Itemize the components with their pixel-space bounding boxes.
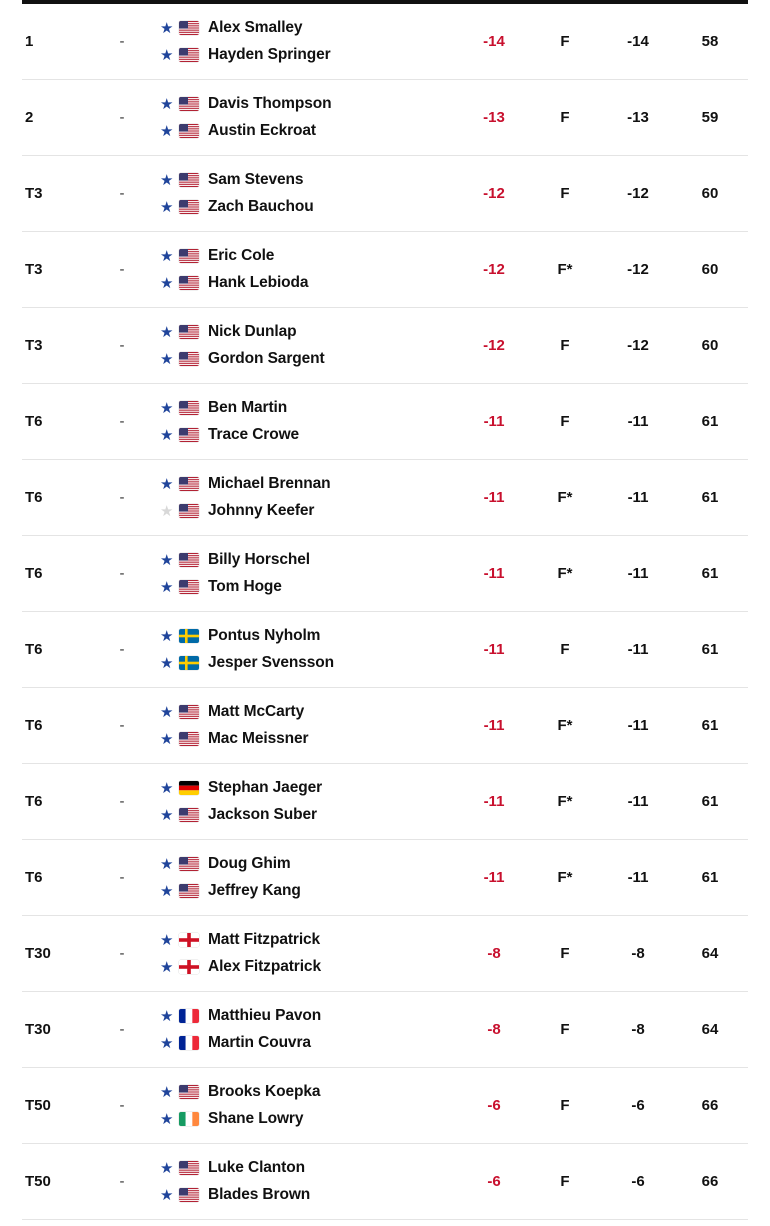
position-cell: T6 (25, 793, 43, 810)
player-name[interactable]: Blades Brown (208, 1186, 311, 1203)
player-name[interactable]: Billy Horschel (208, 551, 310, 568)
thru-cell: F* (557, 869, 573, 886)
table-row[interactable] (22, 4, 748, 80)
thru-cell: F (560, 1097, 570, 1114)
players-cell (150, 243, 458, 297)
favorite-star-icon[interactable]: ★ (160, 95, 174, 113)
favorite-star-icon[interactable]: ★ (160, 19, 174, 37)
movement-cell: - (119, 1097, 125, 1114)
score-cell: -6 (487, 1173, 501, 1190)
round-cell: -11 (627, 793, 649, 810)
players-cell (150, 623, 458, 677)
position-cell: 1 (25, 33, 34, 50)
total-cell: 60 (701, 185, 719, 202)
country-flag-icon (179, 705, 199, 719)
player-name[interactable]: Gordon Sargent (208, 350, 325, 367)
country-flag-icon (179, 960, 199, 974)
country-flag-icon (179, 553, 199, 567)
round-cell: -11 (627, 489, 649, 506)
movement-cell: - (119, 185, 125, 202)
total-cell: 61 (701, 489, 719, 506)
players-cell (150, 927, 458, 981)
player-entry[interactable] (160, 927, 458, 954)
favorite-star-icon[interactable]: ★ (160, 502, 174, 520)
total-cell: 61 (701, 793, 719, 810)
thru-cell: F* (557, 565, 573, 582)
total-cell: 58 (701, 33, 719, 50)
player-name[interactable]: Matthieu Pavon (208, 1007, 322, 1024)
country-flag-icon (179, 48, 199, 62)
round-cell: -14 (627, 33, 649, 50)
favorite-star-icon[interactable]: ★ (160, 1159, 174, 1177)
player-entry[interactable] (160, 194, 458, 221)
players-cell (150, 775, 458, 829)
thru-cell: F (560, 945, 570, 962)
player-name[interactable]: Austin Eckroat (208, 122, 316, 139)
movement-cell: - (119, 261, 125, 278)
favorite-star-icon[interactable]: ★ (160, 779, 174, 797)
position-cell: T6 (25, 489, 43, 506)
table-row[interactable] (22, 612, 748, 688)
position-cell: T6 (25, 565, 43, 582)
position-cell: 2 (25, 109, 34, 126)
position-cell: T50 (25, 1173, 51, 1190)
player-name[interactable]: Brooks Koepka (208, 1083, 321, 1100)
score-cell: -11 (483, 717, 505, 734)
players-cell (150, 91, 458, 145)
score-cell: -11 (483, 489, 505, 506)
country-flag-icon (179, 249, 199, 263)
favorite-star-icon[interactable]: ★ (160, 578, 174, 596)
movement-cell: - (119, 1021, 125, 1038)
country-flag-icon (179, 504, 199, 518)
player-name[interactable]: Nick Dunlap (208, 323, 297, 340)
country-flag-icon (179, 97, 199, 111)
player-entry[interactable] (160, 91, 458, 118)
table-row[interactable] (22, 1144, 748, 1220)
leaderboard-rows (0, 4, 770, 1220)
favorite-star-icon[interactable]: ★ (160, 247, 174, 265)
table-row[interactable] (22, 916, 748, 992)
score-cell: -8 (487, 945, 501, 962)
score-cell: -13 (483, 109, 505, 126)
round-cell: -12 (627, 261, 649, 278)
position-cell: T30 (25, 945, 51, 962)
score-cell: -11 (483, 565, 505, 582)
players-cell (150, 395, 458, 449)
player-entry[interactable] (160, 319, 458, 346)
table-row[interactable] (22, 460, 748, 536)
player-name[interactable]: Pontus Nyholm (208, 627, 321, 644)
position-cell: T6 (25, 869, 43, 886)
player-name[interactable]: Mac Meissner (208, 730, 309, 747)
position-cell: T3 (25, 261, 43, 278)
country-flag-icon (179, 1161, 199, 1175)
player-entry[interactable] (160, 547, 458, 574)
favorite-star-icon[interactable]: ★ (160, 198, 174, 216)
country-flag-icon (179, 173, 199, 187)
favorite-star-icon[interactable]: ★ (160, 274, 174, 292)
score-cell: -8 (487, 1021, 501, 1038)
player-entry[interactable] (160, 1003, 458, 1030)
favorite-star-icon[interactable]: ★ (160, 1083, 174, 1101)
favorite-star-icon[interactable]: ★ (160, 931, 174, 949)
player-name[interactable]: Alex Smalley (208, 19, 303, 36)
favorite-star-icon[interactable]: ★ (160, 1034, 174, 1052)
country-flag-icon (179, 325, 199, 339)
favorite-star-icon[interactable]: ★ (160, 730, 174, 748)
round-cell: -11 (627, 869, 649, 886)
player-name[interactable]: Tom Hoge (208, 578, 282, 595)
table-row[interactable] (22, 384, 748, 460)
favorite-star-icon[interactable]: ★ (160, 654, 174, 672)
position-cell: T3 (25, 185, 43, 202)
player-name[interactable]: Luke Clanton (208, 1159, 305, 1176)
country-flag-icon (179, 124, 199, 138)
player-entry[interactable] (160, 270, 458, 297)
table-row[interactable] (22, 80, 748, 156)
player-entry[interactable] (160, 118, 458, 145)
player-entry[interactable] (160, 1155, 458, 1182)
player-name[interactable]: Hank Lebioda (208, 274, 309, 291)
player-entry[interactable] (160, 623, 458, 650)
player-entry[interactable] (160, 726, 458, 753)
player-name[interactable]: Eric Cole (208, 247, 275, 264)
player-name[interactable]: Sam Stevens (208, 171, 304, 188)
total-cell: 61 (701, 869, 719, 886)
player-name[interactable]: Martin Couvra (208, 1034, 311, 1051)
players-cell (150, 15, 458, 69)
position-cell: T30 (25, 1021, 51, 1038)
favorite-star-icon[interactable]: ★ (160, 399, 174, 417)
round-cell: -11 (627, 641, 649, 658)
total-cell: 64 (701, 1021, 719, 1038)
total-cell: 60 (701, 337, 719, 354)
total-cell: 61 (701, 565, 719, 582)
score-cell: -11 (483, 413, 505, 430)
player-name[interactable]: Hayden Springer (208, 46, 331, 63)
player-entry[interactable] (160, 1030, 458, 1057)
thru-cell: F (560, 1173, 570, 1190)
country-flag-icon (179, 1085, 199, 1099)
position-cell: T6 (25, 641, 43, 658)
country-flag-icon (179, 857, 199, 871)
favorite-star-icon[interactable]: ★ (160, 426, 174, 444)
favorite-star-icon[interactable]: ★ (160, 171, 174, 189)
round-cell: -11 (627, 717, 649, 734)
country-flag-icon (179, 276, 199, 290)
player-name[interactable]: Davis Thompson (208, 95, 332, 112)
player-entry[interactable] (160, 498, 458, 525)
movement-cell: - (119, 565, 125, 582)
table-row[interactable] (22, 840, 748, 916)
score-cell: -11 (483, 793, 505, 810)
country-flag-icon (179, 1188, 199, 1202)
total-cell: 66 (701, 1097, 719, 1114)
player-name[interactable]: Alex Fitzpatrick (208, 958, 321, 975)
favorite-star-icon[interactable]: ★ (160, 475, 174, 493)
player-name[interactable]: Ben Martin (208, 399, 288, 416)
country-flag-icon (179, 428, 199, 442)
player-entry[interactable] (160, 1182, 458, 1209)
favorite-star-icon[interactable]: ★ (160, 551, 174, 569)
position-cell: T50 (25, 1097, 51, 1114)
round-cell: -12 (627, 337, 649, 354)
players-cell (150, 851, 458, 905)
score-cell: -11 (483, 641, 505, 658)
table-row[interactable] (22, 992, 748, 1068)
country-flag-icon (179, 21, 199, 35)
players-cell (150, 1155, 458, 1209)
country-flag-icon (179, 352, 199, 366)
player-entry[interactable] (160, 878, 458, 905)
player-name[interactable]: Michael Brennan (208, 475, 331, 492)
players-cell (150, 1003, 458, 1057)
player-entry[interactable] (160, 954, 458, 981)
player-name[interactable]: Stephan Jaeger (208, 779, 323, 796)
player-name[interactable]: Zach Bauchou (208, 198, 314, 215)
table-row[interactable] (22, 308, 748, 384)
thru-cell: F (560, 185, 570, 202)
player-name[interactable]: Doug Ghim (208, 855, 291, 872)
movement-cell: - (119, 641, 125, 658)
player-entry[interactable] (160, 346, 458, 373)
total-cell: 60 (701, 261, 719, 278)
table-row[interactable] (22, 232, 748, 308)
thru-cell: F (560, 413, 570, 430)
table-row[interactable] (22, 156, 748, 232)
player-entry[interactable] (160, 42, 458, 69)
favorite-star-icon[interactable]: ★ (160, 627, 174, 645)
favorite-star-icon[interactable]: ★ (160, 1007, 174, 1025)
favorite-star-icon[interactable]: ★ (160, 1186, 174, 1204)
player-entry[interactable] (160, 1079, 458, 1106)
favorite-star-icon[interactable]: ★ (160, 46, 174, 64)
player-entry[interactable] (160, 574, 458, 601)
country-flag-icon (179, 580, 199, 594)
thru-cell: F* (557, 717, 573, 734)
country-flag-icon (179, 200, 199, 214)
player-entry[interactable] (160, 775, 458, 802)
player-entry[interactable] (160, 15, 458, 42)
movement-cell: - (119, 793, 125, 810)
favorite-star-icon[interactable]: ★ (160, 958, 174, 976)
round-cell: -8 (631, 1021, 645, 1038)
player-name[interactable]: Trace Crowe (208, 426, 300, 443)
favorite-star-icon[interactable]: ★ (160, 1110, 174, 1128)
player-name[interactable]: Johnny Keefer (208, 502, 315, 519)
score-cell: -12 (483, 261, 505, 278)
round-cell: -6 (631, 1173, 645, 1190)
movement-cell: - (119, 945, 125, 962)
favorite-star-icon[interactable]: ★ (160, 882, 174, 900)
favorite-star-icon[interactable]: ★ (160, 323, 174, 341)
country-flag-icon (179, 477, 199, 491)
country-flag-icon (179, 1009, 199, 1023)
country-flag-icon (179, 1112, 199, 1126)
total-cell: 61 (701, 413, 719, 430)
players-cell (150, 471, 458, 525)
country-flag-icon (179, 629, 199, 643)
table-row[interactable] (22, 536, 748, 612)
player-entry[interactable] (160, 650, 458, 677)
players-cell (150, 699, 458, 753)
thru-cell: F (560, 33, 570, 50)
thru-cell: F* (557, 793, 573, 810)
player-entry[interactable] (160, 802, 458, 829)
player-name[interactable]: Jesper Svensson (208, 654, 335, 671)
table-row[interactable] (22, 1068, 748, 1144)
movement-cell: - (119, 33, 125, 50)
thru-cell: F (560, 641, 570, 658)
thru-cell: F (560, 337, 570, 354)
favorite-star-icon[interactable]: ★ (160, 855, 174, 873)
thru-cell: F* (557, 489, 573, 506)
players-cell (150, 167, 458, 221)
player-entry[interactable] (160, 243, 458, 270)
movement-cell: - (119, 337, 125, 354)
favorite-star-icon[interactable]: ★ (160, 350, 174, 368)
players-cell (150, 1079, 458, 1133)
player-name[interactable]: Shane Lowry (208, 1110, 304, 1127)
table-row[interactable] (22, 688, 748, 764)
player-entry[interactable] (160, 422, 458, 449)
position-cell: T6 (25, 717, 43, 734)
thru-cell: F* (557, 261, 573, 278)
table-row[interactable] (22, 764, 748, 840)
score-cell: -6 (487, 1097, 501, 1114)
player-entry[interactable] (160, 167, 458, 194)
country-flag-icon (179, 808, 199, 822)
country-flag-icon (179, 656, 199, 670)
player-name[interactable]: Jeffrey Kang (208, 882, 301, 899)
round-cell: -8 (631, 945, 645, 962)
player-entry[interactable] (160, 395, 458, 422)
total-cell: 66 (701, 1173, 719, 1190)
country-flag-icon (179, 884, 199, 898)
country-flag-icon (179, 1036, 199, 1050)
players-cell (150, 319, 458, 373)
round-cell: -13 (627, 109, 649, 126)
player-entry[interactable] (160, 471, 458, 498)
movement-cell: - (119, 717, 125, 734)
player-entry[interactable] (160, 699, 458, 726)
score-cell: -12 (483, 185, 505, 202)
country-flag-icon (179, 933, 199, 947)
thru-cell: F (560, 109, 570, 126)
country-flag-icon (179, 732, 199, 746)
player-name[interactable]: Matt Fitzpatrick (208, 931, 321, 948)
movement-cell: - (119, 109, 125, 126)
round-cell: -6 (631, 1097, 645, 1114)
score-cell: -12 (483, 337, 505, 354)
total-cell: 61 (701, 641, 719, 658)
total-cell: 61 (701, 717, 719, 734)
total-cell: 64 (701, 945, 719, 962)
score-cell: -11 (483, 869, 505, 886)
movement-cell: - (119, 489, 125, 506)
thru-cell: F (560, 1021, 570, 1038)
favorite-star-icon[interactable]: ★ (160, 806, 174, 824)
player-entry[interactable] (160, 1106, 458, 1133)
players-cell (150, 547, 458, 601)
player-entry[interactable] (160, 851, 458, 878)
player-name[interactable]: Matt McCarty (208, 703, 305, 720)
position-cell: T6 (25, 413, 43, 430)
round-cell: -11 (627, 565, 649, 582)
country-flag-icon (179, 781, 199, 795)
round-cell: -11 (627, 413, 649, 430)
movement-cell: - (119, 413, 125, 430)
movement-cell: - (119, 1173, 125, 1190)
score-cell: -14 (483, 33, 505, 50)
favorite-star-icon[interactable]: ★ (160, 703, 174, 721)
round-cell: -12 (627, 185, 649, 202)
favorite-star-icon[interactable]: ★ (160, 122, 174, 140)
country-flag-icon (179, 401, 199, 415)
total-cell: 59 (701, 109, 719, 126)
position-cell: T3 (25, 337, 43, 354)
movement-cell: - (119, 869, 125, 886)
player-name[interactable]: Jackson Suber (208, 806, 317, 823)
